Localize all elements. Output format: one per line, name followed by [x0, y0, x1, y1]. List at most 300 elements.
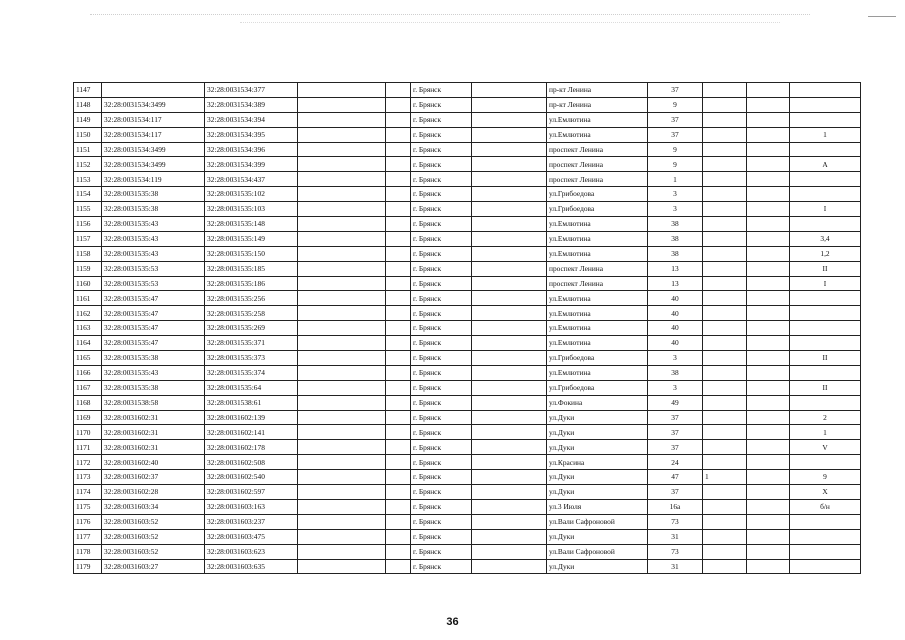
cell-row-number: 1150	[74, 127, 102, 142]
cell-cadastral-number: 32:28:0031534:389	[205, 97, 298, 112]
cell-parent-cadastral-number: 32:28:0031535:38	[102, 202, 205, 217]
cell-cadastral-number: 32:28:0031534:437	[205, 172, 298, 187]
cell-premises: 9	[790, 470, 861, 485]
cell-empty	[747, 231, 790, 246]
cell-premises	[790, 112, 861, 127]
cell-city: г. Брянск	[411, 246, 472, 261]
cell-city: г. Брянск	[411, 410, 472, 425]
cell-empty	[386, 529, 411, 544]
cell-empty	[472, 202, 547, 217]
cell-street: ул.Грибоедова	[547, 380, 648, 395]
cell-empty	[472, 499, 547, 514]
cell-house-number: 13	[648, 261, 703, 276]
table-row	[74, 97, 861, 112]
cell-premises	[790, 395, 861, 410]
cell-row-number: 1156	[74, 217, 102, 232]
cell-building	[703, 172, 747, 187]
cell-empty	[298, 202, 386, 217]
cell-street: проспект Ленина	[547, 142, 648, 157]
cell-empty	[472, 455, 547, 470]
cell-street: ул.Емлютина	[547, 306, 648, 321]
cell-house-number: 37	[648, 440, 703, 455]
cell-empty	[386, 544, 411, 559]
table-row	[74, 321, 861, 336]
table-row	[74, 306, 861, 321]
cell-empty	[747, 514, 790, 529]
cell-empty	[386, 246, 411, 261]
cell-empty	[747, 142, 790, 157]
cell-street: пр-кт Ленина	[547, 97, 648, 112]
cell-empty	[298, 351, 386, 366]
cell-building	[703, 246, 747, 261]
cell-cadastral-number: 32:28:0031535:148	[205, 217, 298, 232]
cell-street: ул.Дуки	[547, 485, 648, 500]
cell-city: г. Брянск	[411, 380, 472, 395]
cell-premises	[790, 172, 861, 187]
cell-parent-cadastral-number: 32:28:0031603:52	[102, 514, 205, 529]
cell-parent-cadastral-number: 32:28:0031535:47	[102, 336, 205, 351]
table-row	[74, 440, 861, 455]
cell-empty	[298, 559, 386, 574]
registry-table-body	[74, 83, 861, 574]
cell-empty	[747, 380, 790, 395]
cell-empty	[298, 83, 386, 98]
cell-parent-cadastral-number: 32:28:0031535:38	[102, 380, 205, 395]
cell-empty	[472, 142, 547, 157]
cell-empty	[298, 410, 386, 425]
cell-row-number: 1170	[74, 425, 102, 440]
cell-cadastral-number: 32:28:0031535:374	[205, 365, 298, 380]
cell-house-number: 38	[648, 231, 703, 246]
cell-city: г. Брянск	[411, 485, 472, 500]
cell-building	[703, 306, 747, 321]
cell-empty	[298, 142, 386, 157]
cell-building	[703, 440, 747, 455]
cell-parent-cadastral-number: 32:28:0031538:58	[102, 395, 205, 410]
cell-empty	[386, 365, 411, 380]
cell-empty	[747, 529, 790, 544]
cell-cadastral-number: 32:28:0031602:178	[205, 440, 298, 455]
table-row	[74, 514, 861, 529]
cell-empty	[298, 395, 386, 410]
cell-empty	[298, 321, 386, 336]
cell-empty	[472, 559, 547, 574]
cell-building	[703, 499, 747, 514]
cell-city: г. Брянск	[411, 336, 472, 351]
cell-parent-cadastral-number: 32:28:0031603:52	[102, 529, 205, 544]
cell-street: проспект Ленина	[547, 157, 648, 172]
cell-city: г. Брянск	[411, 306, 472, 321]
cell-parent-cadastral-number: 32:28:0031535:38	[102, 351, 205, 366]
cell-empty	[386, 499, 411, 514]
cell-premises	[790, 514, 861, 529]
cell-house-number: 9	[648, 142, 703, 157]
cell-house-number: 37	[648, 112, 703, 127]
cell-cadastral-number: 32:28:0031534:377	[205, 83, 298, 98]
cell-empty	[747, 97, 790, 112]
cell-building	[703, 83, 747, 98]
cell-building	[703, 351, 747, 366]
cell-house-number: 3	[648, 202, 703, 217]
cell-row-number: 1175	[74, 499, 102, 514]
cell-row-number: 1168	[74, 395, 102, 410]
cell-empty	[472, 514, 547, 529]
cell-empty	[747, 470, 790, 485]
cell-cadastral-number: 32:28:0031602:597	[205, 485, 298, 500]
cell-city: г. Брянск	[411, 261, 472, 276]
cell-empty	[386, 485, 411, 500]
cell-city: г. Брянск	[411, 544, 472, 559]
cell-cadastral-number: 32:28:0031603:237	[205, 514, 298, 529]
cell-house-number: 31	[648, 529, 703, 544]
cell-empty	[298, 544, 386, 559]
cell-empty	[386, 127, 411, 142]
cell-empty	[298, 246, 386, 261]
cell-empty	[472, 410, 547, 425]
cell-empty	[298, 276, 386, 291]
cell-premises	[790, 217, 861, 232]
cell-empty	[747, 499, 790, 514]
cell-row-number: 1179	[74, 559, 102, 574]
cell-building	[703, 112, 747, 127]
cell-empty	[298, 217, 386, 232]
cell-premises: б/н	[790, 499, 861, 514]
cell-city: г. Брянск	[411, 231, 472, 246]
cell-empty	[386, 559, 411, 574]
cell-parent-cadastral-number: 32:28:0031535:43	[102, 231, 205, 246]
cell-house-number: 3	[648, 351, 703, 366]
cell-parent-cadastral-number: 32:28:0031602:28	[102, 485, 205, 500]
cell-row-number: 1178	[74, 544, 102, 559]
table-row	[74, 172, 861, 187]
cell-empty	[472, 83, 547, 98]
cell-empty	[747, 425, 790, 440]
cell-empty	[386, 395, 411, 410]
cell-parent-cadastral-number: 32:28:0031535:43	[102, 246, 205, 261]
cell-empty	[298, 306, 386, 321]
cell-parent-cadastral-number: 32:28:0031534:3499	[102, 142, 205, 157]
cell-empty	[386, 351, 411, 366]
cell-city: г. Брянск	[411, 83, 472, 98]
cell-house-number: 73	[648, 514, 703, 529]
cell-empty	[386, 321, 411, 336]
cell-premises: 1,2	[790, 246, 861, 261]
cell-street: ул.Емлютина	[547, 246, 648, 261]
cell-parent-cadastral-number: 32:28:0031602:37	[102, 470, 205, 485]
cell-empty	[472, 157, 547, 172]
cell-premises	[790, 455, 861, 470]
cell-building	[703, 142, 747, 157]
table-row	[74, 246, 861, 261]
cell-empty	[386, 97, 411, 112]
cell-street: ул.Дуки	[547, 440, 648, 455]
page-number: 36	[446, 616, 459, 628]
cell-city: г. Брянск	[411, 425, 472, 440]
cell-row-number: 1148	[74, 97, 102, 112]
cell-empty	[386, 440, 411, 455]
cell-building	[703, 187, 747, 202]
cell-premises	[790, 321, 861, 336]
cell-city: г. Брянск	[411, 559, 472, 574]
cell-empty	[298, 172, 386, 187]
cell-house-number: 40	[648, 336, 703, 351]
cell-row-number: 1164	[74, 336, 102, 351]
cell-street: ул.Емлютина	[547, 321, 648, 336]
cell-house-number: 16а	[648, 499, 703, 514]
cell-cadastral-number: 32:28:0031538:61	[205, 395, 298, 410]
cell-row-number: 1171	[74, 440, 102, 455]
cell-empty	[386, 261, 411, 276]
table-row	[74, 157, 861, 172]
cell-building	[703, 276, 747, 291]
cell-row-number: 1147	[74, 83, 102, 98]
cell-house-number: 3	[648, 380, 703, 395]
cell-premises	[790, 544, 861, 559]
cell-cadastral-number: 32:28:0031535:269	[205, 321, 298, 336]
table-row	[74, 455, 861, 470]
cell-empty	[747, 351, 790, 366]
cell-empty	[298, 336, 386, 351]
cell-building	[703, 529, 747, 544]
cell-empty	[298, 425, 386, 440]
cell-premises: 3,4	[790, 231, 861, 246]
cell-empty	[472, 172, 547, 187]
cell-empty	[386, 291, 411, 306]
cell-premises: II	[790, 380, 861, 395]
cell-empty	[386, 455, 411, 470]
cell-empty	[472, 261, 547, 276]
cell-empty	[386, 514, 411, 529]
cell-parent-cadastral-number: 32:28:0031535:53	[102, 261, 205, 276]
cell-empty	[747, 112, 790, 127]
cell-empty	[747, 276, 790, 291]
cell-row-number: 1155	[74, 202, 102, 217]
registry-table	[73, 82, 861, 574]
cell-cadastral-number: 32:28:0031535:150	[205, 246, 298, 261]
cell-empty	[298, 97, 386, 112]
cell-house-number: 3	[648, 187, 703, 202]
cell-empty	[472, 529, 547, 544]
cell-empty	[747, 559, 790, 574]
cell-parent-cadastral-number: 32:28:0031603:52	[102, 544, 205, 559]
cell-empty	[298, 157, 386, 172]
cell-parent-cadastral-number: 32:28:0031535:43	[102, 217, 205, 232]
cell-building	[703, 291, 747, 306]
cell-building	[703, 231, 747, 246]
table-row	[74, 499, 861, 514]
cell-city: г. Брянск	[411, 157, 472, 172]
cell-building	[703, 157, 747, 172]
cell-row-number: 1172	[74, 455, 102, 470]
cell-empty	[747, 455, 790, 470]
cell-empty	[298, 529, 386, 544]
cell-empty	[298, 365, 386, 380]
cell-street: проспект Ленина	[547, 261, 648, 276]
cell-premises: II	[790, 351, 861, 366]
cell-premises	[790, 336, 861, 351]
cell-cadastral-number: 32:28:0031535:64	[205, 380, 298, 395]
cell-row-number: 1161	[74, 291, 102, 306]
cell-building	[703, 202, 747, 217]
cell-empty	[472, 246, 547, 261]
cell-parent-cadastral-number: 32:28:0031534:117	[102, 112, 205, 127]
cell-house-number: 38	[648, 365, 703, 380]
cell-street: ул.Грибоедова	[547, 202, 648, 217]
cell-street: ул.Дуки	[547, 529, 648, 544]
cell-building	[703, 336, 747, 351]
table-row	[74, 217, 861, 232]
cell-house-number: 37	[648, 485, 703, 500]
cell-premises	[790, 83, 861, 98]
cell-street: ул.Грибоедова	[547, 187, 648, 202]
cell-city: г. Брянск	[411, 217, 472, 232]
cell-city: г. Брянск	[411, 97, 472, 112]
cell-row-number: 1177	[74, 529, 102, 544]
cell-premises: II	[790, 261, 861, 276]
cell-row-number: 1149	[74, 112, 102, 127]
cell-city: г. Брянск	[411, 172, 472, 187]
cell-empty	[472, 231, 547, 246]
cell-house-number: 40	[648, 321, 703, 336]
cell-street: ул.Грибоедова	[547, 351, 648, 366]
table-row	[74, 425, 861, 440]
cell-parent-cadastral-number	[102, 83, 205, 98]
cell-city: г. Брянск	[411, 276, 472, 291]
cell-parent-cadastral-number: 32:28:0031534:117	[102, 127, 205, 142]
cell-building	[703, 261, 747, 276]
cell-premises	[790, 291, 861, 306]
table-row	[74, 336, 861, 351]
cell-empty	[386, 83, 411, 98]
table-row	[74, 127, 861, 142]
cell-street: пр-кт Ленина	[547, 83, 648, 98]
cell-city: г. Брянск	[411, 142, 472, 157]
cell-empty	[472, 365, 547, 380]
cell-city: г. Брянск	[411, 291, 472, 306]
cell-parent-cadastral-number: 32:28:0031534:119	[102, 172, 205, 187]
cell-building	[703, 410, 747, 425]
cell-parent-cadastral-number: 32:28:0031602:31	[102, 410, 205, 425]
cell-empty	[472, 425, 547, 440]
cell-premises: X	[790, 485, 861, 500]
cell-parent-cadastral-number: 32:28:0031535:53	[102, 276, 205, 291]
cell-house-number: 13	[648, 276, 703, 291]
cell-premises: 2	[790, 410, 861, 425]
cell-empty	[747, 202, 790, 217]
cell-row-number: 1158	[74, 246, 102, 261]
cell-premises: 1	[790, 425, 861, 440]
cell-row-number: 1174	[74, 485, 102, 500]
cell-street: ул.Вали Сафроновой	[547, 544, 648, 559]
cell-street: ул.Емлютина	[547, 127, 648, 142]
cell-empty	[298, 231, 386, 246]
cell-empty	[472, 380, 547, 395]
cell-empty	[747, 544, 790, 559]
cell-empty	[386, 410, 411, 425]
cell-cadastral-number: 32:28:0031535:103	[205, 202, 298, 217]
cell-empty	[298, 499, 386, 514]
table-row	[74, 231, 861, 246]
cell-street: ул.Дуки	[547, 559, 648, 574]
cell-cadastral-number: 32:28:0031534:396	[205, 142, 298, 157]
cell-cadastral-number: 32:28:0031535:373	[205, 351, 298, 366]
cell-empty	[472, 306, 547, 321]
cell-empty	[747, 395, 790, 410]
cell-city: г. Брянск	[411, 514, 472, 529]
cell-premises	[790, 306, 861, 321]
cell-street: ул.Емлютина	[547, 291, 648, 306]
cell-empty	[386, 202, 411, 217]
cell-parent-cadastral-number: 32:28:0031535:47	[102, 306, 205, 321]
cell-empty	[747, 83, 790, 98]
cell-parent-cadastral-number: 32:28:0031535:47	[102, 321, 205, 336]
cell-row-number: 1162	[74, 306, 102, 321]
cell-cadastral-number: 32:28:0031535:185	[205, 261, 298, 276]
cell-parent-cadastral-number: 32:28:0031602:40	[102, 455, 205, 470]
cell-empty	[472, 321, 547, 336]
cell-house-number: 40	[648, 306, 703, 321]
cell-city: г. Брянск	[411, 127, 472, 142]
cell-cadastral-number: 32:28:0031603:475	[205, 529, 298, 544]
cell-empty	[472, 336, 547, 351]
table-row	[74, 559, 861, 574]
cell-street: ул.Дуки	[547, 425, 648, 440]
cell-street: проспект Ленина	[547, 276, 648, 291]
cell-empty	[298, 440, 386, 455]
cell-row-number: 1173	[74, 470, 102, 485]
cell-house-number: 47	[648, 470, 703, 485]
cell-city: г. Брянск	[411, 202, 472, 217]
cell-house-number: 37	[648, 83, 703, 98]
cell-empty	[386, 172, 411, 187]
table-row	[74, 83, 861, 98]
cell-empty	[298, 112, 386, 127]
cell-building	[703, 365, 747, 380]
cell-cadastral-number: 32:28:0031535:186	[205, 276, 298, 291]
cell-empty	[386, 157, 411, 172]
cell-empty	[298, 380, 386, 395]
cell-empty	[386, 336, 411, 351]
cell-cadastral-number: 32:28:0031603:623	[205, 544, 298, 559]
scan-artifact	[868, 16, 896, 17]
table-row	[74, 395, 861, 410]
cell-empty	[386, 306, 411, 321]
cell-empty	[747, 187, 790, 202]
cell-building	[703, 559, 747, 574]
cell-parent-cadastral-number: 32:28:0031603:34	[102, 499, 205, 514]
cell-house-number: 37	[648, 410, 703, 425]
cell-street: ул.Фокина	[547, 395, 648, 410]
table-row	[74, 544, 861, 559]
cell-parent-cadastral-number: 32:28:0031602:31	[102, 440, 205, 455]
cell-empty	[747, 336, 790, 351]
cell-cadastral-number: 32:28:0031535:102	[205, 187, 298, 202]
table-row	[74, 142, 861, 157]
cell-premises	[790, 187, 861, 202]
cell-street: ул.Емлютина	[547, 336, 648, 351]
cell-parent-cadastral-number: 32:28:0031535:38	[102, 187, 205, 202]
cell-empty	[472, 112, 547, 127]
cell-house-number: 38	[648, 246, 703, 261]
cell-row-number: 1160	[74, 276, 102, 291]
table-row	[74, 291, 861, 306]
cell-building	[703, 127, 747, 142]
cell-cadastral-number: 32:28:0031535:371	[205, 336, 298, 351]
cell-house-number: 1	[648, 172, 703, 187]
cell-row-number: 1153	[74, 172, 102, 187]
cell-street: ул.Емлютина	[547, 217, 648, 232]
cell-cadastral-number: 32:28:0031535:256	[205, 291, 298, 306]
